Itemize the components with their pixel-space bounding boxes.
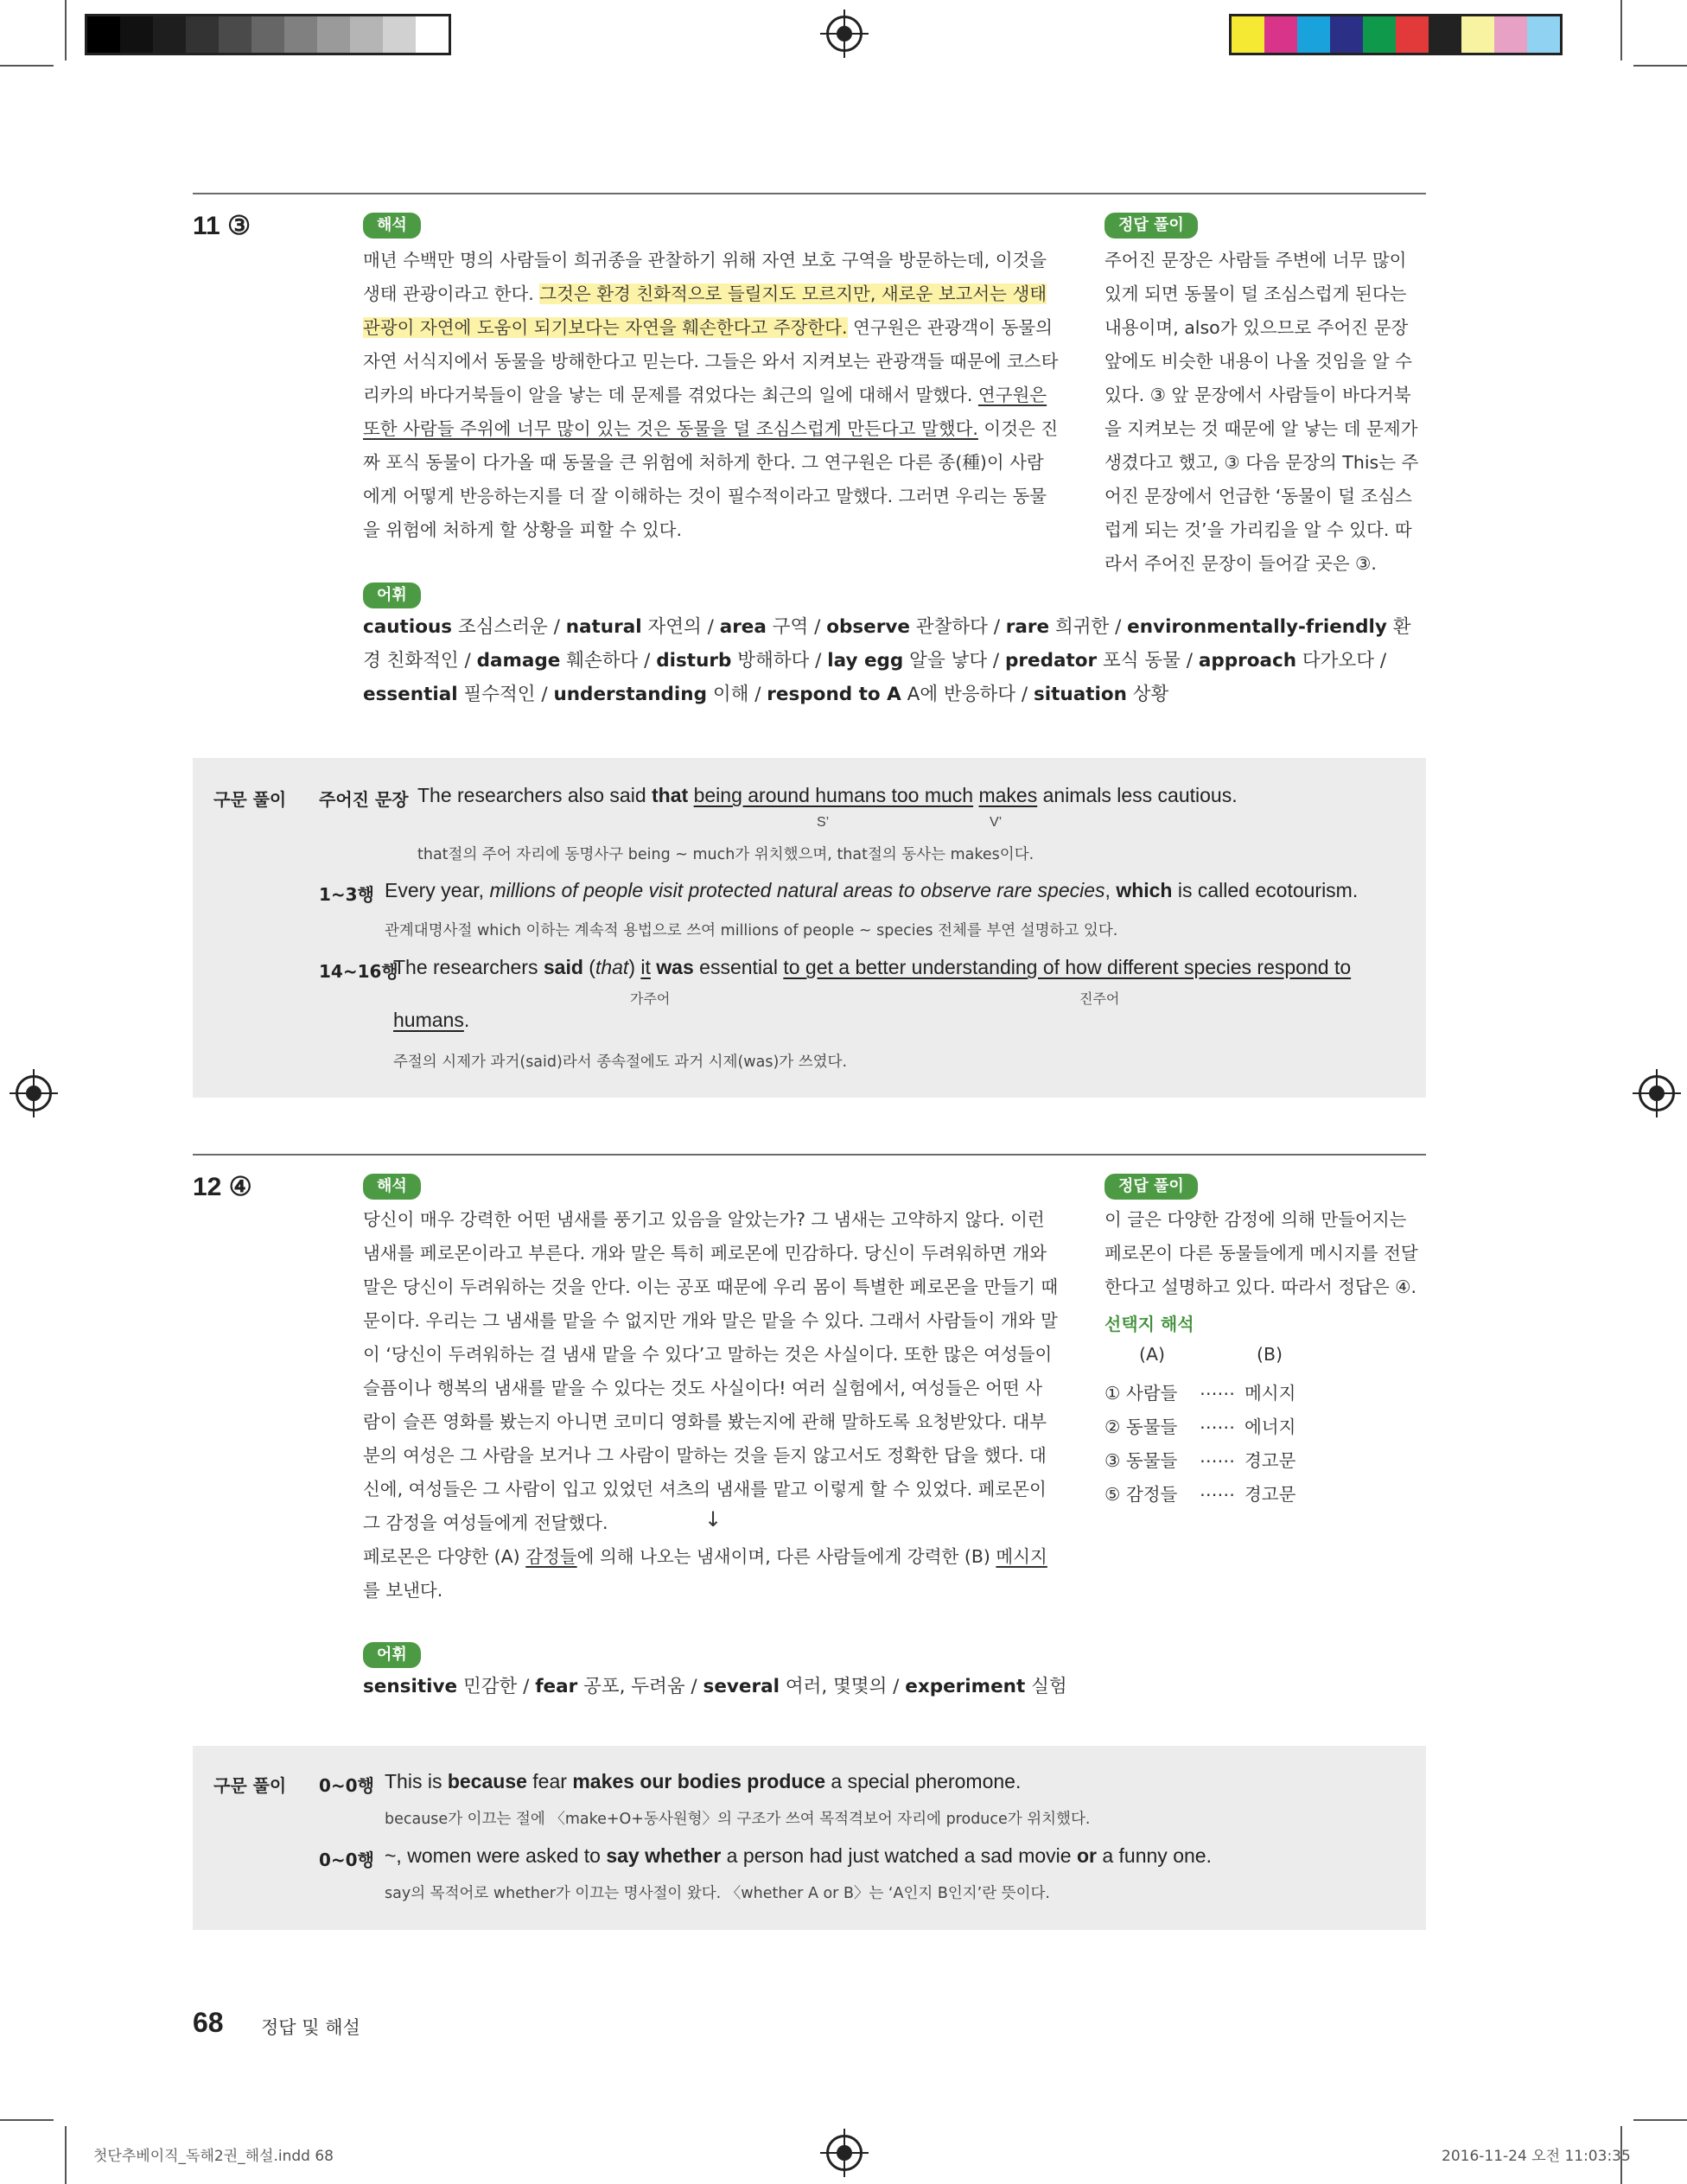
answer-explanation-badge: 정답 풀이 (1105, 213, 1198, 239)
summary-sentence: 페로몬은 다양한 (A) 감정들에 의해 나오는 냄새이며, 다른 사람들에게 강력한 (B) 메시지를 보낸다. (363, 1546, 1047, 1601)
question-number: 12 ④ (193, 1173, 252, 1201)
color-swatch (87, 16, 120, 53)
interpretation-text: 당신이 매우 강력한 어떤 냄새를 풍기고 있음을 알았는가? 그 냄새는 고약하지 않다. 이런 냄새를 페로몬이라고 부른다. 개와 말은 특히 페로몬에 민감하다. 당신이 두려워하면 개와 말은 당신이 두려워하는 것을 안다. 이는 공포 때문에 우리 몸이 특별한 페로몬을 만들기 때문이다. 우리는 그 냄새를 맡을 수 없지만 개와 말은 맡을 수 있다. 그래서 사람들이 개와 말이 ‘당신이 두려워하는 걸 냄새 맡을 수 있다’고 말하는 것은 사실이다. 또한 많은 여성들이 슬픔이나 행복의 냄새를 맡을 수 있다는 것도 사실이다! 여러 실험에서, 여성들은 어떤 사람이 슬픈 영화를 봤는지 아니면 코미디 영화를 봤는지에 관해 말하도록 요청받았다. 대부분의 여성은 그 사람을 보거나 그 사람이 말하는 것을 듣지 않고서도 정확한 답을 했다. 대신에, 여성들은 그 사람이 입고 있었던 셔츠의 냄새를 맡고 이렇게 할 수 있었다. 페로몬이 그 감정을 여성들에게 전달했다. (363, 1209, 1059, 1533)
choice-item-b: 에너지 (1245, 1417, 1296, 1437)
color-swatch (120, 16, 153, 53)
underlined-sentence: 연구원은 또한 사람들 주위에 너무 많이 있는 것은 동물을 덜 조심스럽게 만든다고 말했다. (363, 385, 1047, 439)
crop-mark (1620, 0, 1622, 60)
color-swatch (1297, 16, 1330, 53)
grammar-note: because가 이끄는 절에 〈make+O+동사원형〉의 구조가 쓰여 목적격보어 자리에 produce가 위치했다. (385, 1811, 1091, 1828)
grammar-sentence: Every year, millions of people visit protected natural areas to observe rare species, which is called ecotourism. (385, 879, 1359, 901)
crop-mark (0, 2119, 54, 2121)
color-swatch (383, 16, 416, 53)
answer-explanation-badge: 정답 풀이 (1105, 1174, 1198, 1200)
down-arrow-icon: ↓ (704, 1507, 723, 1531)
color-swatch (219, 16, 251, 53)
vocab-item: experiment 실험 (905, 1676, 1067, 1697)
choice-header-b: (B) (1257, 1344, 1283, 1365)
line-ref-label: 0~0행 (319, 1850, 374, 1870)
choices-title: 선택지 해석 (1105, 1314, 1194, 1334)
grammar-box (193, 1746, 1426, 1930)
vocab-item: several 여러, 몇몇의 (703, 1676, 888, 1697)
grammar-note: 주절의 시제가 과거(said)라서 종속절에도 과거 시제(was)가 쓰였다. (393, 1054, 848, 1071)
vocab-item: damage 훼손하다 (476, 650, 639, 672)
line-ref-label: 14~16행 (319, 961, 398, 982)
choice-header-a: (A) (1139, 1344, 1166, 1365)
answer-mark: ③ (227, 212, 251, 240)
grammar-sentence: ~, women were asked to say whether a person had just watched a sad movie or a funny one. (385, 1844, 1212, 1867)
crop-mark (65, 0, 67, 60)
choice-item-b: 경고문 (1245, 1484, 1296, 1505)
grammar-note: 관계대명사절 which 이하는 계속적 용법으로 쓰여 millions of people ~ species 전체를 부연 설명하고 있다. (385, 922, 1118, 939)
given-sentence: The researchers also said that being around humans too much makes animals less cautious. (417, 784, 1238, 806)
color-swatch (1232, 16, 1264, 53)
color-swatch (1527, 16, 1560, 53)
grammar-label: 구문 풀이 (213, 789, 287, 810)
grammar-note: that절의 주어 자리에 동명사구 being ~ much가 위치했으며, that절의 동사는 makes이다. (417, 846, 1034, 863)
color-swatch (416, 16, 449, 53)
grammar-label: 구문 풀이 (213, 1775, 287, 1796)
registration-mark-icon (826, 2135, 863, 2171)
vocab-item: cautious 조심스러운 (363, 616, 548, 638)
crop-mark (0, 65, 54, 67)
color-swatch (350, 16, 383, 53)
vocabulary-list: sensitive 민감한 / fear 공포, 두려움 / several 여러, 몇몇의 / experiment 실험 (363, 1676, 1067, 1697)
footer-timestamp: 2016-11-24 오전 11:03:35 (1442, 2148, 1631, 2165)
page-title: 정답 및 해설 (261, 2017, 360, 2038)
choice-item-a: ⑤ 감정들 (1105, 1484, 1178, 1505)
choice-item-dots: …… (1200, 1446, 1235, 1467)
choice-item-b: 경고문 (1245, 1450, 1296, 1471)
color-swatch (1429, 16, 1461, 53)
grammar-sentence-continued: humans. (393, 1009, 470, 1031)
line-ref-label: 0~0행 (319, 1775, 374, 1796)
color-swatch (1330, 16, 1363, 53)
vocabulary-badge: 어휘 (363, 583, 421, 608)
color-swatch (153, 16, 186, 53)
grammar-sentence: The researchers said (that) it was essential to get a better understanding of how different species respond to (393, 956, 1352, 978)
vocab-item: fear 공포, 두려움 (535, 1676, 685, 1697)
grammar-box (193, 758, 1426, 1098)
subject-tag: S’ (817, 815, 830, 830)
vocab-item: area 구역 (719, 616, 809, 638)
choice-item-a: ③ 동물들 (1105, 1450, 1178, 1471)
vocabulary-list: cautious 조심스러운 / natural 자연의 / area 구역 / observe 관찰하다 / rare 희귀한 / environmentally-friendly 환경 친화적인 / damage 훼손하다 / disturb 방해하다 / lay egg 알을 낳다 / predator 포식 동물 / approach 다가오다 / essential 필수적인 / understanding 이해 / respond to A A에 반응하다 / situation 상황 (363, 616, 1411, 705)
footer-filename: 첫단추베이직_독해2권_해설.indd 68 (93, 2148, 334, 2165)
choice-item-dots: …… (1200, 1480, 1235, 1500)
dummy-subject-tag: 가주어 (630, 992, 671, 1007)
page-number: 68 (193, 2007, 224, 2038)
vocab-item: environmentally-friendly 환경 친화적인 (363, 616, 1411, 672)
registration-mark-icon (826, 16, 863, 52)
vocab-item: situation 상황 (1033, 684, 1169, 705)
registration-mark-icon (1639, 1075, 1675, 1111)
line-ref-label: 1~3행 (319, 884, 374, 905)
given-sentence-label: 주어진 문장 (319, 789, 409, 810)
vocab-item: observe 관찰하다 (826, 616, 988, 638)
choice-item-dots: …… (1200, 1379, 1235, 1399)
color-swatch (1494, 16, 1527, 53)
answer-explanation-text: 주어진 문장은 사람들 주변에 너무 많이 있게 되면 동물이 덜 조심스럽게 된다는 내용이며, also가 있으므로 주어진 문장 앞에도 비슷한 내용이 나올 것임을 알 수 있다. ③ 앞 문장에서 사람들이 바다거북을 지켜보는 것 때문에 알 낳는 데 문제가 생겼다고 했고, ③ 다음 문장의 This는 주어진 문장에서 언급한 ‘동물이 덜 조심스럽게 되는 것’을 가리킴을 알 수 있다. 따라서 주어진 문장이 들어갈 곳은 ③. (1105, 250, 1419, 574)
interpretation-text: 매년 수백만 명의 사람들이 희귀종을 관찰하기 위해 자연 보호 구역을 방문하는데, 이것을 생태 관광이라고 한다. 그것은 환경 친화적으로 들릴지도 모르지만, 새로운 보고서는 생태 관광이 자연에 도움이 되기보다는 자연을 훼손한다고 주장한다. 연구원은 관광객이 동물의 자연 서식지에서 동물을 방해한다고 믿는다. 그들은 와서 지켜보는 관광객들 때문에 코스타리카의 바다거북들이 알을 낳는 데 문제를 겪었다는 최근의 일에 대해서 말했다. 연구원은 또한 사람들 주위에 너무 많이 있는 것은 동물을 덜 조심스럽게 만든다고 말했다. 이것은 진짜 포식 동물이 다가올 때 동물을 큰 위험에 처하게 한다. 그 연구원은 다른 종(種)이 사람에게 어떻게 반응하는지를 더 잘 이해하는 것이 필수적이라고 말했다. 그러면 우리는 동물을 위험에 처하게 할 상황을 피할 수 있다. (363, 250, 1059, 540)
color-swatch (1363, 16, 1396, 53)
crop-mark (1633, 2119, 1687, 2121)
grammar-note: say의 목적어로 whether가 이끄는 명사절이 왔다. 〈whether A or B〉는 ‘A인지 B인지’란 뜻이다. (385, 1885, 1050, 1902)
choice-item-dots: …… (1200, 1412, 1235, 1433)
vocab-item: natural 자연의 (565, 616, 702, 638)
vocab-item: predator 포식 동물 (1005, 650, 1181, 672)
verb-tag: V’ (990, 815, 1003, 830)
grammar-sentence: This is because fear makes our bodies produce a special pheromone. (385, 1770, 1022, 1792)
section-divider (193, 1154, 1426, 1156)
vocab-item: approach 다가오다 (1198, 650, 1374, 672)
highlighted-sentence: 그것은 환경 친화적으로 들릴지도 모르지만, 새로운 보고서는 생태 관광이 자연에 도움이 되기보다는 자연을 훼손한다고 주장한다. (363, 283, 1047, 338)
real-subject-tag: 진주어 (1079, 992, 1120, 1007)
choice-item-a: ② 동물들 (1105, 1417, 1178, 1437)
choice-item-a: ① 사람들 (1105, 1383, 1178, 1404)
answer-explanation-text: 이 글은 다양한 감정에 의해 만들어지는 페로몬이 다른 동물들에게 메시지를 전달한다고 설명하고 있다. 따라서 정답은 ④. (1105, 1209, 1418, 1297)
color-swatch (317, 16, 350, 53)
vocab-item: respond to A A에 반응하다 (767, 684, 1016, 705)
color-swatch (284, 16, 317, 53)
crop-mark (65, 2126, 67, 2184)
gray-color-bar (85, 14, 451, 55)
registration-mark-icon (16, 1075, 52, 1111)
color-swatch (251, 16, 284, 53)
color-swatch (1461, 16, 1494, 53)
answer-mark: ④ (228, 1173, 252, 1201)
vocab-item: essential 필수적인 (363, 684, 536, 705)
vocabulary-badge: 어휘 (363, 1642, 421, 1668)
vocab-item: lay egg 알을 낳다 (827, 650, 988, 672)
vocab-item: sensitive 민감한 (363, 1676, 518, 1697)
question-number: 11 ③ (193, 212, 251, 240)
interpretation-badge: 해석 (363, 213, 421, 239)
crop-mark (1633, 65, 1687, 67)
color-bar (1229, 14, 1563, 55)
vocab-item: disturb 방해하다 (656, 650, 810, 672)
color-swatch (1264, 16, 1297, 53)
section-divider (193, 193, 1426, 194)
interpretation-badge: 해석 (363, 1174, 421, 1200)
color-swatch (1396, 16, 1429, 53)
vocab-item: understanding 이해 (553, 684, 749, 705)
vocab-item: rare 희귀한 (1005, 616, 1110, 638)
choice-item-b: 메시지 (1245, 1383, 1296, 1404)
color-swatch (186, 16, 219, 53)
